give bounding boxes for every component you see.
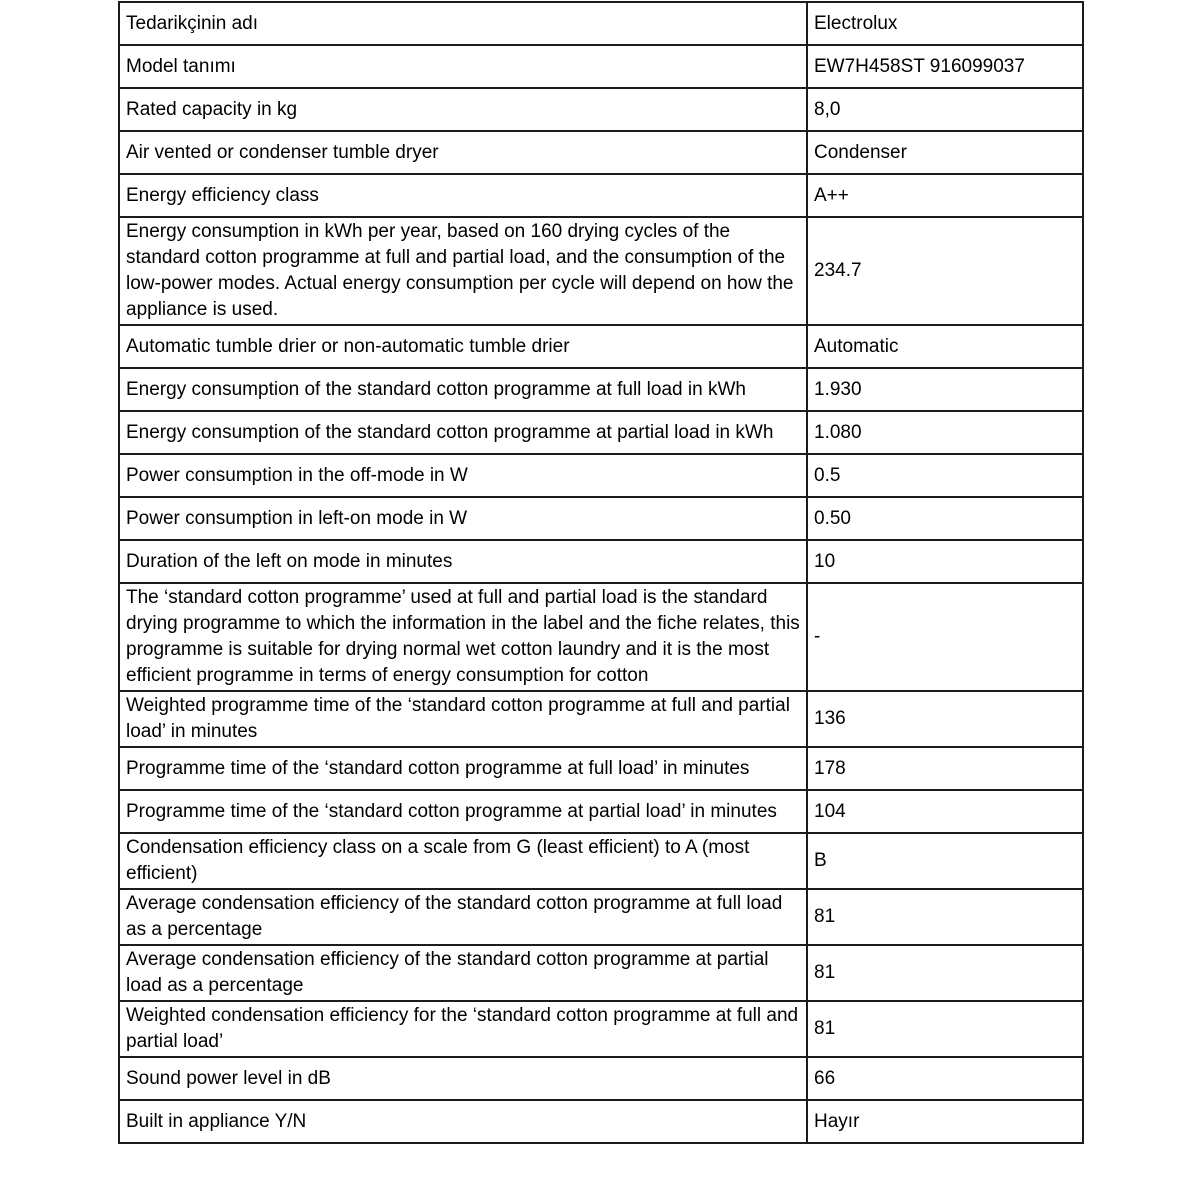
spec-label: Weighted condensation efficiency for the ‘standard cotton programme at full and partial load’ — [119, 1001, 807, 1057]
table-row — [119, 45, 1083, 88]
spec-label: Programme time of the ‘standard cotton programme at full load’ in minutes — [119, 747, 807, 790]
spec-value: 178 — [807, 747, 1083, 790]
spec-value: 10 — [807, 540, 1083, 583]
table-row — [119, 691, 1083, 747]
spec-label: Tedarikçinin adı — [119, 2, 807, 45]
table-row — [119, 411, 1083, 454]
spec-label: Built in appliance Y/N — [119, 1100, 807, 1143]
table-row — [119, 540, 1083, 583]
table-row — [119, 88, 1083, 131]
spec-value: 104 — [807, 790, 1083, 833]
spec-label: Sound power level in dB — [119, 1057, 807, 1100]
table-row — [119, 833, 1083, 889]
spec-value: 8,0 — [807, 88, 1083, 131]
spec-value: 234.7 — [807, 217, 1083, 325]
spec-value: EW7H458ST 916099037 — [807, 45, 1083, 88]
spec-label: Condensation efficiency class on a scale from G (least efficient) to A (most efficient) — [119, 833, 807, 889]
table-row — [119, 945, 1083, 1001]
spec-value: Electrolux — [807, 2, 1083, 45]
table-row — [119, 217, 1083, 325]
spec-label: Automatic tumble drier or non-automatic tumble drier — [119, 325, 807, 368]
spec-label: Weighted programme time of the ‘standard cotton programme at full and partial load’ in minutes — [119, 691, 807, 747]
spec-label: Energy consumption in kWh per year, based on 160 drying cycles of the standard cotton programme at full and partial load, and the consumption of the low-power modes. Actual energy consumption per cycle will depend on how the appliance is used. — [119, 217, 807, 325]
table-row — [119, 174, 1083, 217]
spec-value: 0.50 — [807, 497, 1083, 540]
spec-value: 136 — [807, 691, 1083, 747]
spec-label: The ‘standard cotton programme’ used at full and partial load is the standard drying programme to which the information in the label and the fiche relates, this programme is suitable for drying normal wet cotton laundry and it is the most efficient programme in terms of energy consumption for cotton — [119, 583, 807, 691]
spec-label: Power consumption in the off-mode in W — [119, 454, 807, 497]
spec-label: Power consumption in left-on mode in W — [119, 497, 807, 540]
spec-value: B — [807, 833, 1083, 889]
spec-label: Average condensation efficiency of the standard cotton programme at full load as a percentage — [119, 889, 807, 945]
table-row — [119, 747, 1083, 790]
spec-label: Energy efficiency class — [119, 174, 807, 217]
spec-label: Programme time of the ‘standard cotton programme at partial load’ in minutes — [119, 790, 807, 833]
spec-label: Rated capacity in kg — [119, 88, 807, 131]
spec-value: A++ — [807, 174, 1083, 217]
table-row — [119, 497, 1083, 540]
spec-value: 1.080 — [807, 411, 1083, 454]
product-fiche-table — [118, 1, 1084, 1144]
spec-value: 81 — [807, 945, 1083, 1001]
spec-value: 0.5 — [807, 454, 1083, 497]
spec-value: Hayır — [807, 1100, 1083, 1143]
spec-value: Automatic — [807, 325, 1083, 368]
spec-label: Duration of the left on mode in minutes — [119, 540, 807, 583]
spec-value: 66 — [807, 1057, 1083, 1100]
table-row — [119, 2, 1083, 45]
spec-value: 1.930 — [807, 368, 1083, 411]
spec-value: 81 — [807, 889, 1083, 945]
spec-value: Condenser — [807, 131, 1083, 174]
table-row — [119, 1001, 1083, 1057]
table-row — [119, 889, 1083, 945]
table-row — [119, 454, 1083, 497]
table-row — [119, 790, 1083, 833]
table-row — [119, 325, 1083, 368]
spec-label: Energy consumption of the standard cotton programme at full load in kWh — [119, 368, 807, 411]
spec-value: 81 — [807, 1001, 1083, 1057]
table-row — [119, 1100, 1083, 1143]
table-row — [119, 1057, 1083, 1100]
spec-label: Model tanımı — [119, 45, 807, 88]
table-row — [119, 368, 1083, 411]
product-fiche-table-body — [119, 2, 1083, 1143]
table-row — [119, 583, 1083, 691]
spec-label: Energy consumption of the standard cotton programme at partial load in kWh — [119, 411, 807, 454]
spec-label: Air vented or condenser tumble dryer — [119, 131, 807, 174]
spec-value: - — [807, 583, 1083, 691]
table-row — [119, 131, 1083, 174]
spec-label: Average condensation efficiency of the standard cotton programme at partial load as a percentage — [119, 945, 807, 1001]
